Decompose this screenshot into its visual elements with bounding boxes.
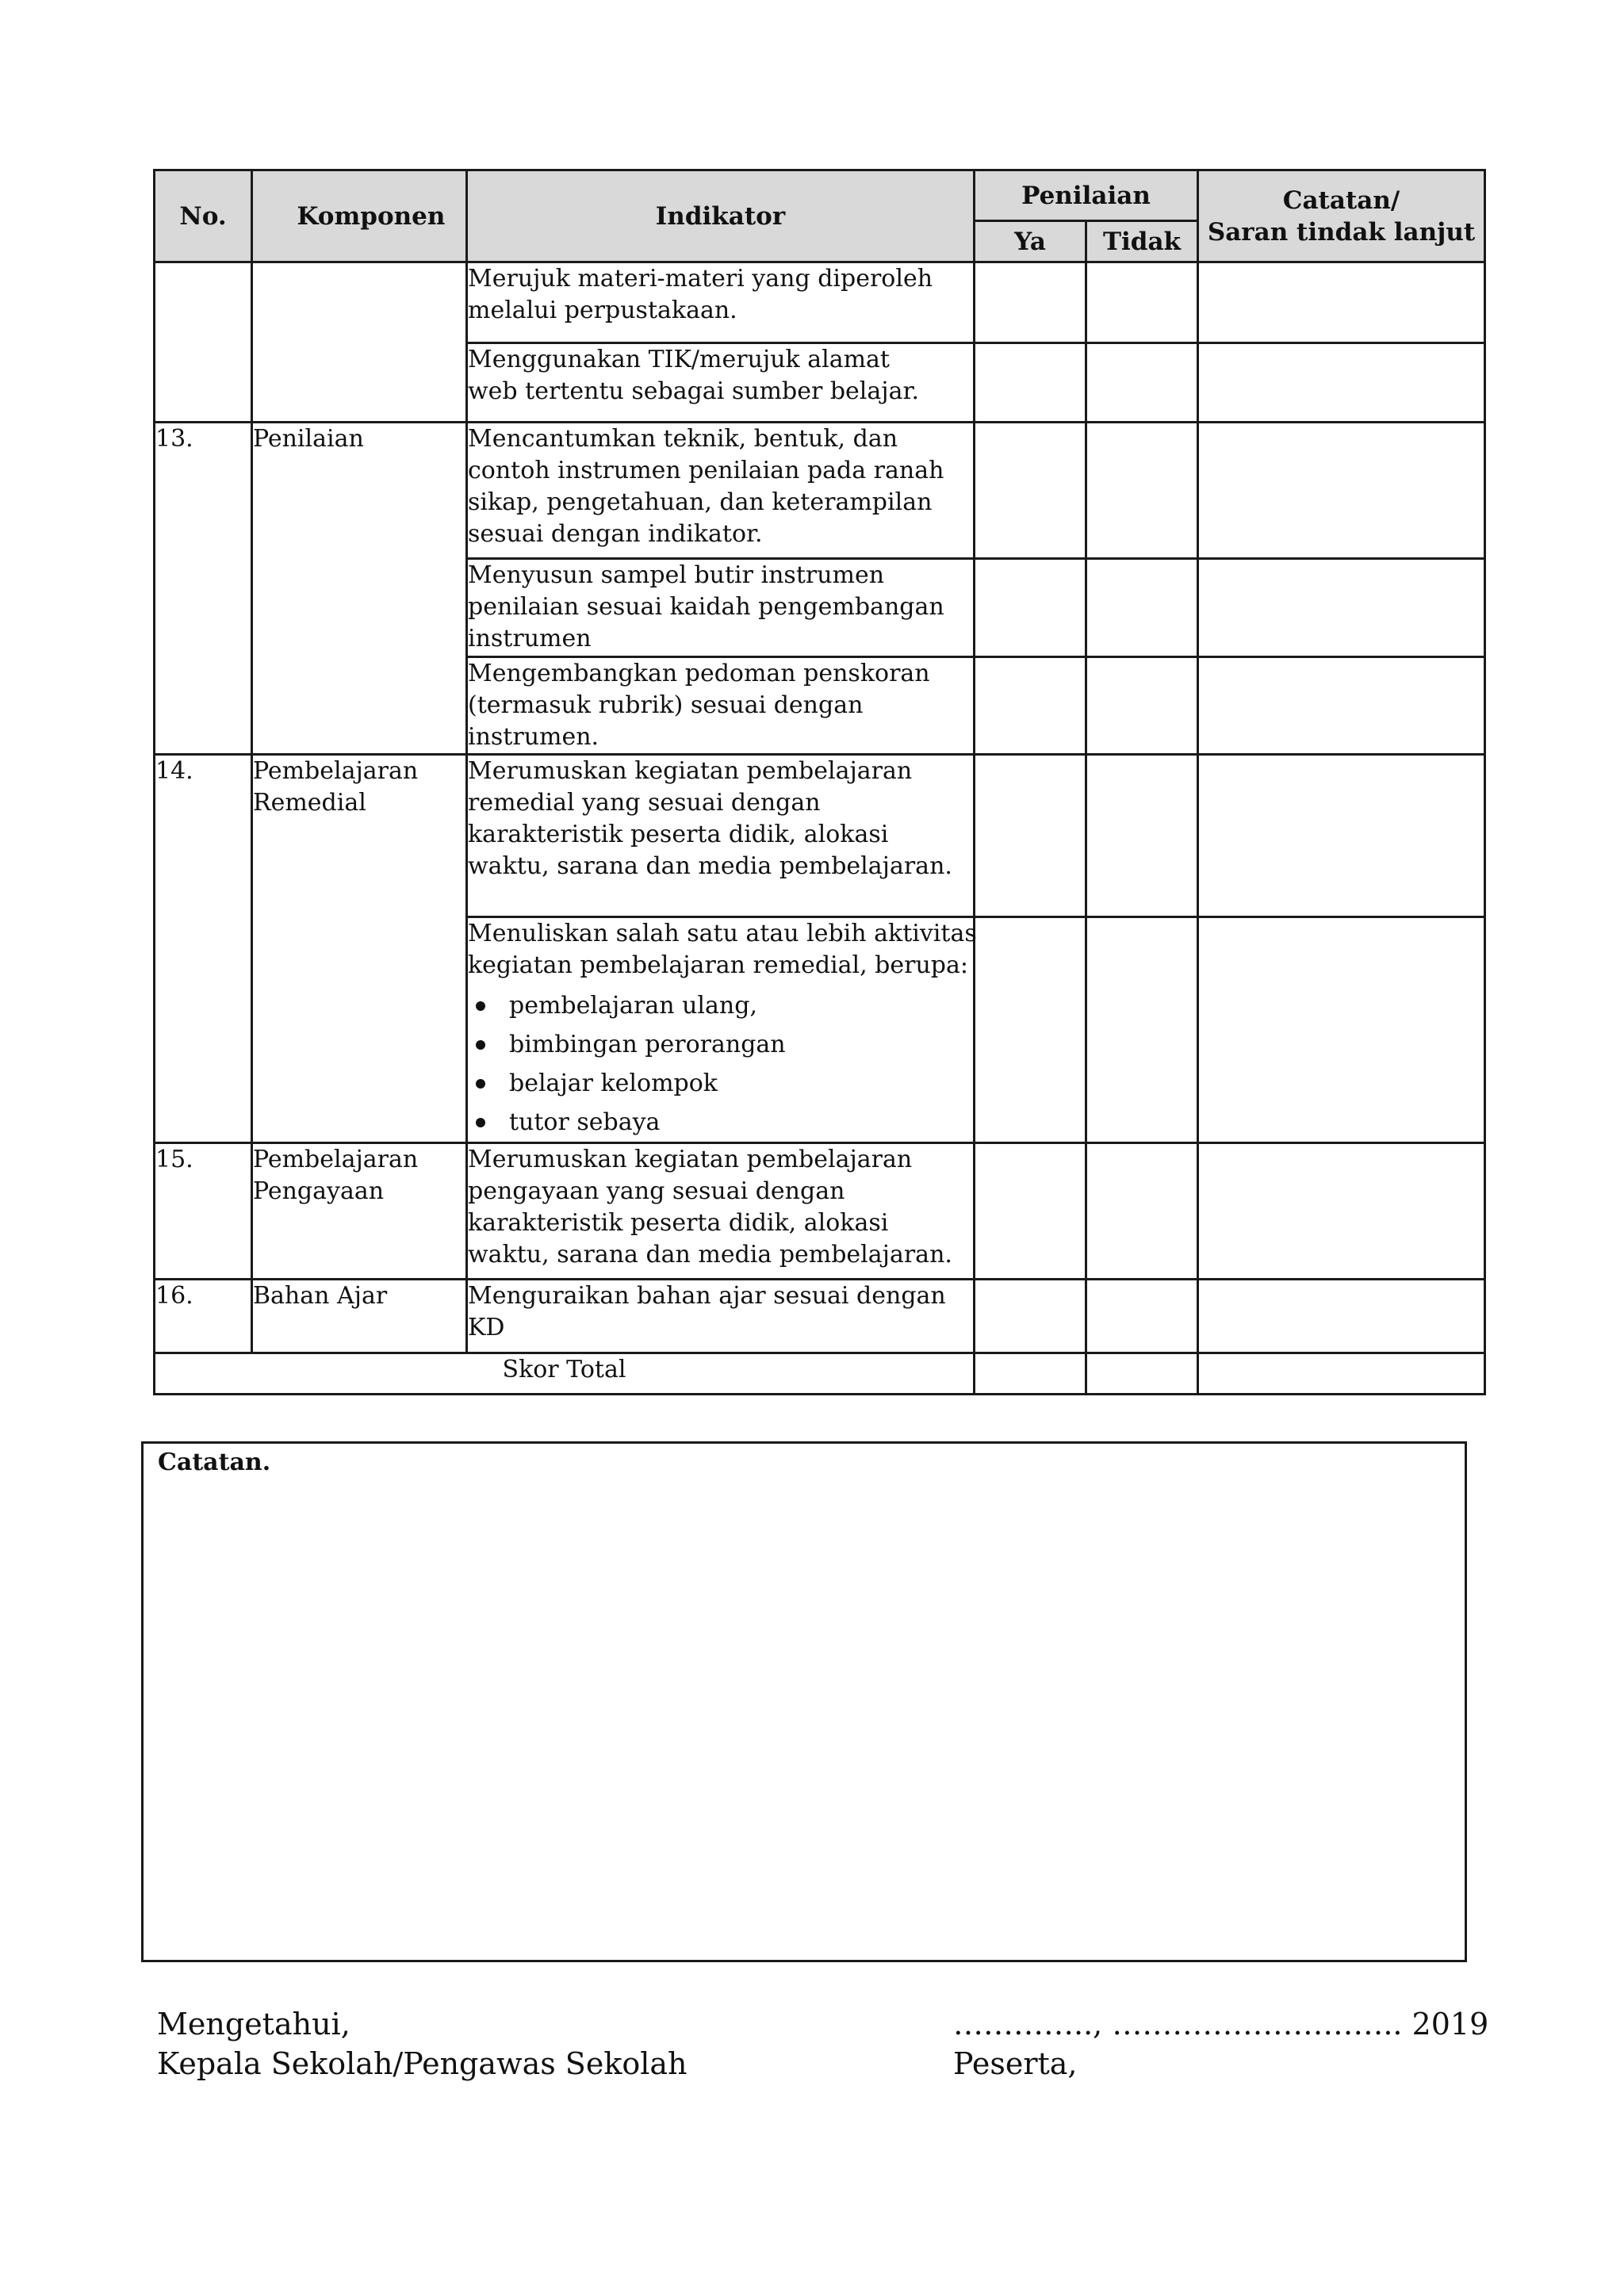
- catatan-cell[interactable]: [1198, 1280, 1485, 1353]
- header-penilaian: Penilaian: [975, 170, 1198, 221]
- header-ya: Ya: [975, 221, 1086, 262]
- table-row: [155, 1143, 1485, 1280]
- ya-checkbox-cell[interactable]: [975, 755, 1086, 917]
- signature-right-line2: Peserta,: [953, 2046, 1078, 2081]
- header-catatan-line2: Saran tindak lanjut: [1207, 217, 1476, 247]
- indikator-line: Merumuskan kegiatan pembelajaran: [468, 1146, 913, 1173]
- indikator-line: instrumen.: [468, 723, 599, 751]
- indikator-cell: [467, 343, 975, 423]
- ya-checkbox-cell[interactable]: [975, 1280, 1086, 1353]
- list-item-text: pembelajaran ulang,: [509, 992, 757, 1020]
- bullet-icon: [476, 1040, 485, 1050]
- indikator-line: waktu, sarana dan media pembelajaran.: [468, 852, 952, 880]
- row-number: 14.: [155, 755, 252, 1143]
- notes-label: Catatan.: [158, 1448, 271, 1476]
- indikator-cell: [467, 559, 975, 657]
- list-item-text: tutor sebaya: [509, 1108, 661, 1136]
- table-row: [155, 1280, 1485, 1353]
- signature-right: [953, 2004, 1488, 2084]
- komponen-cell: [252, 262, 467, 423]
- indikator-cell: [467, 1280, 975, 1353]
- indikator-line: remedial yang sesuai dengan: [468, 789, 821, 817]
- indikator-line: sesuai dengan indikator.: [468, 520, 763, 548]
- catatan-cell[interactable]: [1198, 262, 1485, 343]
- table-row: [155, 423, 1485, 559]
- catatan-cell[interactable]: [1198, 1143, 1485, 1280]
- ya-checkbox-cell[interactable]: [975, 343, 1086, 423]
- list-item-text: belajar kelompok: [509, 1070, 718, 1097]
- indikator-line: Merumuskan kegiatan pembelajaran: [468, 757, 913, 785]
- indikator-line: karakteristik peserta didik, alokasi: [468, 821, 889, 848]
- komponen-label: [252, 755, 467, 1143]
- signature-left-line2: Kepala Sekolah/Pengawas Sekolah: [157, 2046, 688, 2081]
- tidak-checkbox-cell[interactable]: [1086, 559, 1198, 657]
- list-item: [468, 1103, 973, 1142]
- indikator-line: Merujuk materi-materi yang diperoleh: [468, 265, 933, 293]
- indikator-cell: [467, 657, 975, 755]
- bullet-icon: [476, 1118, 485, 1127]
- indikator-line: Menyusun sampel butir instrumen: [468, 561, 885, 589]
- komponen-line: Pengayaan: [253, 1177, 385, 1205]
- indikator-line: karakteristik peserta didik, alokasi: [468, 1209, 889, 1237]
- indikator-line: KD: [468, 1314, 505, 1341]
- header-indikator: Indikator: [467, 170, 975, 262]
- header-catatan: [1198, 170, 1485, 262]
- list-item: [468, 1025, 973, 1064]
- indikator-line: Menuliskan salah satu atau lebih aktivitas: [468, 920, 977, 947]
- tidak-checkbox-cell[interactable]: [1086, 657, 1198, 755]
- indikator-line: instrumen: [468, 625, 592, 652]
- header-komponen: Komponen: [252, 170, 467, 262]
- assessment-table: [153, 169, 1486, 1395]
- komponen-label: Penilaian: [252, 423, 467, 755]
- indikator-line: penilaian sesuai kaidah pengembangan: [468, 593, 944, 621]
- ya-checkbox-cell[interactable]: [975, 423, 1086, 559]
- indikator-cell: [467, 423, 975, 559]
- indikator-line: Menggunakan TIK/merujuk alamat: [468, 346, 890, 373]
- indikator-line: (termasuk rubrik) sesuai dengan: [468, 691, 864, 719]
- notes-box[interactable]: [141, 1441, 1467, 1962]
- skor-catatan-cell[interactable]: [1198, 1353, 1485, 1395]
- indikator-line: pengayaan yang sesuai dengan: [468, 1177, 845, 1205]
- catatan-cell[interactable]: [1198, 559, 1485, 657]
- catatan-cell[interactable]: [1198, 423, 1485, 559]
- bullet-icon: [476, 1079, 485, 1089]
- indikator-cell: [467, 917, 975, 1143]
- indikator-line: kegiatan pembelajaran remedial, berupa:: [468, 951, 968, 979]
- tidak-checkbox-cell[interactable]: [1086, 755, 1198, 917]
- indikator-line: Mencantumkan teknik, bentuk, dan: [468, 425, 898, 453]
- komponen-line: Pembelajaran: [253, 1146, 419, 1173]
- ya-checkbox-cell[interactable]: [975, 1143, 1086, 1280]
- komponen-label: [252, 1143, 467, 1280]
- ya-checkbox-cell[interactable]: [975, 917, 1086, 1143]
- table-row: [155, 262, 1485, 343]
- tidak-checkbox-cell[interactable]: [1086, 1143, 1198, 1280]
- header-catatan-line1: Catatan/: [1282, 186, 1400, 215]
- list-item: [468, 986, 973, 1025]
- indikator-cell: [467, 755, 975, 917]
- catatan-cell[interactable]: [1198, 917, 1485, 1143]
- indikator-cell: [467, 1143, 975, 1280]
- no-cell: [155, 262, 252, 423]
- signature-left: [157, 2004, 688, 2084]
- ya-checkbox-cell[interactable]: [975, 559, 1086, 657]
- skor-total-row: [155, 1353, 1485, 1395]
- indikator-line: web tertentu sebagai sumber belajar.: [468, 377, 920, 405]
- table-row: [155, 755, 1485, 917]
- indikator-line: contoh instrumen penilaian pada ranah: [468, 457, 944, 484]
- signature-left-line1: Mengetahui,: [157, 2007, 350, 2042]
- ya-checkbox-cell[interactable]: [975, 657, 1086, 755]
- tidak-checkbox-cell[interactable]: [1086, 1280, 1198, 1353]
- header-tidak: Tidak: [1086, 221, 1198, 262]
- signature-date-line: ………….., ……………………….. 2019: [953, 2007, 1489, 2042]
- catatan-cell[interactable]: [1198, 657, 1485, 755]
- skor-ya-cell[interactable]: [975, 1353, 1086, 1395]
- indikator-line: sikap, pengetahuan, dan keterampilan: [468, 488, 933, 516]
- list-item-text: bimbingan perorangan: [509, 1031, 786, 1058]
- indikator-cell: [467, 262, 975, 343]
- tidak-checkbox-cell[interactable]: [1086, 343, 1198, 423]
- list-item: [468, 1064, 973, 1103]
- catatan-cell[interactable]: [1198, 755, 1485, 917]
- komponen-label: Bahan Ajar: [252, 1280, 467, 1353]
- indikator-line: Menguraikan bahan ajar sesuai dengan: [468, 1282, 946, 1310]
- row-number: 15.: [155, 1143, 252, 1280]
- indikator-line: Mengembangkan pedoman penskoran: [468, 660, 930, 687]
- header-no: No.: [155, 170, 252, 262]
- bullet-icon: [476, 1001, 485, 1011]
- tidak-checkbox-cell[interactable]: [1086, 262, 1198, 343]
- catatan-cell[interactable]: [1198, 343, 1485, 423]
- row-number: 13.: [155, 423, 252, 755]
- komponen-line: Remedial: [253, 789, 366, 817]
- tidak-checkbox-cell[interactable]: [1086, 917, 1198, 1143]
- row-number: 16.: [155, 1280, 252, 1353]
- skor-tidak-cell[interactable]: [1086, 1353, 1198, 1395]
- ya-checkbox-cell[interactable]: [975, 262, 1086, 343]
- komponen-line: Pembelajaran: [253, 757, 419, 785]
- skor-total-label: Skor Total: [155, 1353, 975, 1395]
- tidak-checkbox-cell[interactable]: [1086, 423, 1198, 559]
- indikator-line: waktu, sarana dan media pembelajaran.: [468, 1241, 952, 1269]
- remedial-activity-list: [468, 986, 973, 1142]
- indikator-line: melalui perpustakaan.: [468, 297, 737, 324]
